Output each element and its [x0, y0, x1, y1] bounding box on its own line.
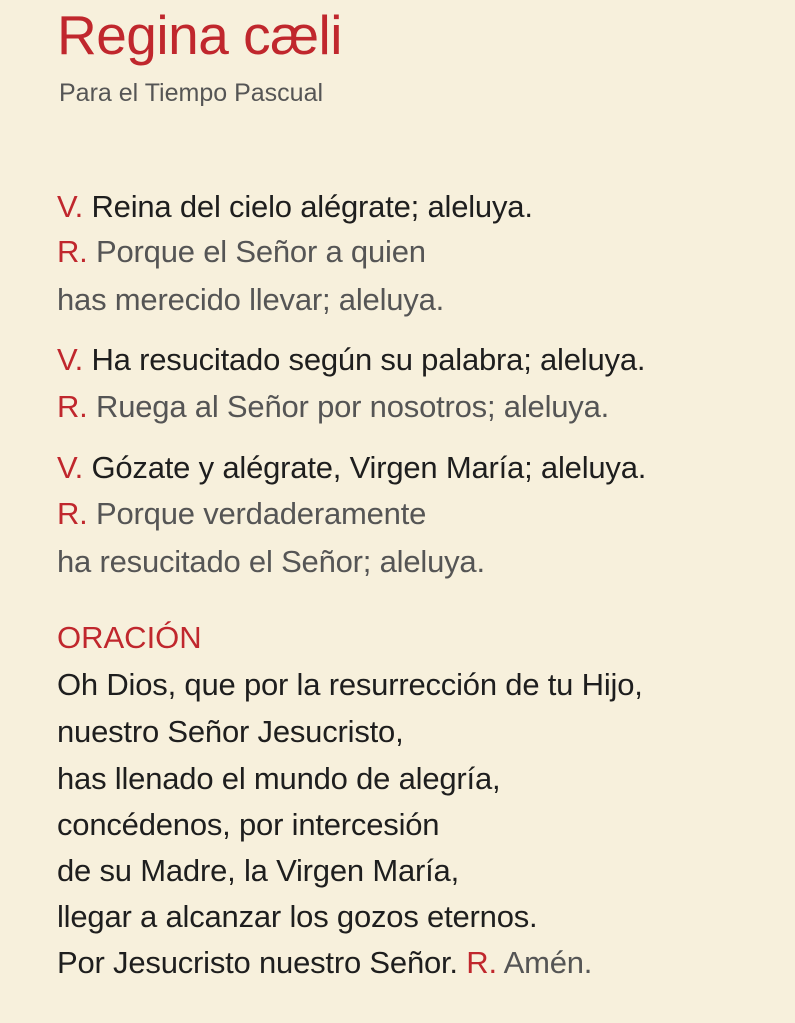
- versicle-text: Ha resucitado según su palabra; aleluya.: [91, 342, 646, 377]
- prayer-heading: ORACIÓN: [57, 620, 202, 655]
- prayer-line: has llenado el mundo de alegría,: [57, 761, 501, 796]
- page-subtitle: Para el Tiempo Pascual: [59, 79, 324, 107]
- versicle-marker: V.: [57, 342, 84, 377]
- prayer-line: nuestro Señor Jesucristo,: [57, 714, 404, 749]
- versicle-line: [57, 340, 645, 380]
- prayer-line: Oh Dios, que por la resurrección de tu Hijo,: [57, 667, 643, 702]
- page-title: Regina cæli: [57, 4, 342, 66]
- response-continuation: ha resucitado el Señor; aleluya.: [57, 544, 485, 579]
- response-text: Porque el Señor a quien: [96, 234, 426, 269]
- response-text: Ruega al Señor por nosotros; aleluya.: [96, 389, 610, 424]
- versicle-marker: V.: [57, 189, 84, 224]
- response-marker: R.: [57, 496, 88, 531]
- versicle-text: Reina del cielo alégrate; aleluya.: [91, 189, 533, 224]
- response-marker: R.: [57, 234, 88, 269]
- prayer-amen: Amén.: [503, 945, 593, 980]
- response-marker: R.: [57, 389, 88, 424]
- versicle-line: [57, 187, 533, 227]
- response-line: [57, 494, 426, 534]
- prayer-line: llegar a alcanzar los gozos eternos.: [57, 899, 538, 934]
- prayer-closing-text: Por Jesucristo nuestro Señor.: [57, 945, 458, 980]
- response-continuation: has merecido llevar; aleluya.: [57, 282, 445, 317]
- response-line: [57, 232, 426, 272]
- versicle-line: [57, 448, 646, 488]
- prayer-closing-line: [57, 943, 592, 983]
- prayer-line: concédenos, por intercesión: [57, 807, 440, 842]
- prayer-line: de su Madre, la Virgen María,: [57, 853, 459, 888]
- versicle-marker: V.: [57, 450, 84, 485]
- versicle-text: Gózate y alégrate, Virgen María; aleluya.: [91, 450, 647, 485]
- response-text: Porque verdaderamente: [96, 496, 427, 531]
- response-line: [57, 387, 609, 427]
- prayer-card: [57, 0, 787, 1023]
- response-marker: R.: [466, 945, 497, 980]
